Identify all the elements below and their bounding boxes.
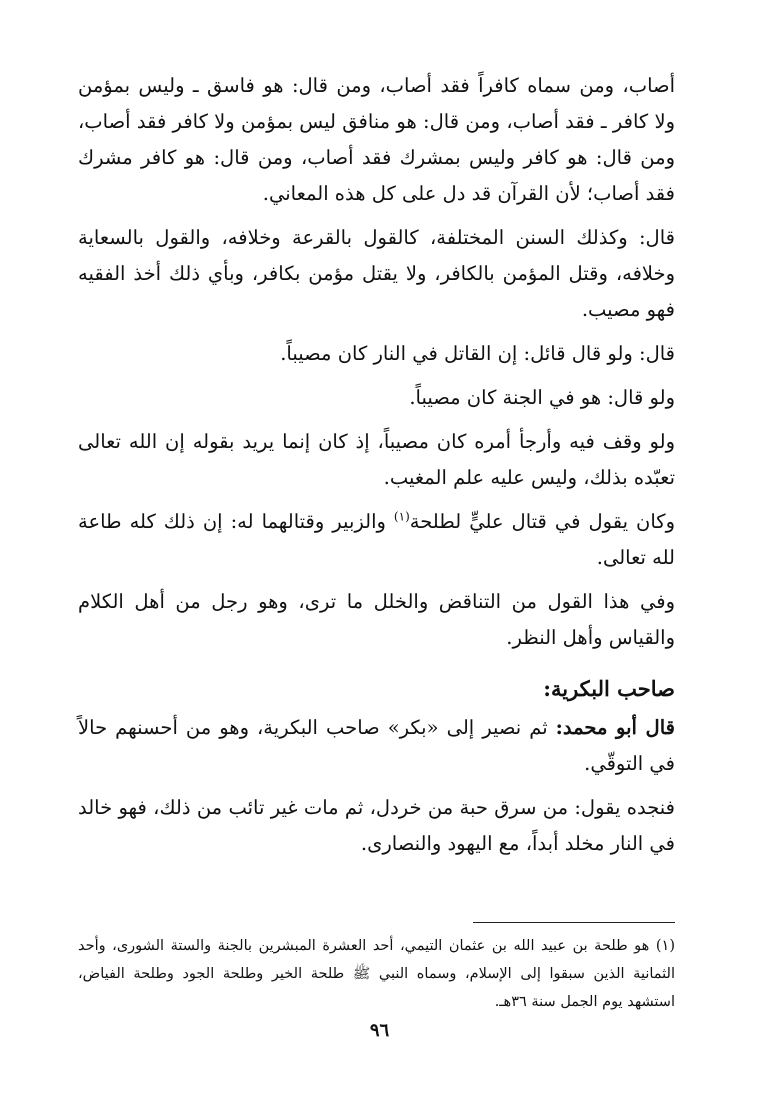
paragraph-bakr-intro bbox=[78, 710, 675, 782]
talha-text-before: وكان يقول في قتال عليٍّ لطلحة bbox=[409, 510, 675, 533]
paragraph-killer-paradise: ولو قال: هو في الجنة كان مصيباً. bbox=[409, 386, 675, 409]
footnote-reference[interactable]: (١) bbox=[393, 509, 410, 524]
page-body bbox=[78, 68, 675, 870]
footnote-text: هو طلحة بن عبيد الله بن عثمان التيمي، أحد العشرة المبشرين بالجنة والستة الشورى، وأحد الثمانية الذين سبقوا إلى الإسلام، وسماه النبي ﷺ طلحة الخير وطلحة الجود وطلحة الفياض، استشهد يوم الجمل سنة ٣٦هـ. bbox=[78, 938, 675, 1010]
footnotes bbox=[78, 932, 675, 1016]
speaker-label: قال أبو محمد: bbox=[555, 716, 675, 739]
footnote-marker: (١) bbox=[655, 938, 675, 954]
paragraph-classification: أصاب، ومن سماه كافراً فقد أصاب، ومن قال: هو فاسق ـ وليس بمؤمن ولا كافر ـ فقد أصاب، ومن قال: هو منافق ليس بمؤمن ولا كافر فقد أصاب، ومن قال: هو كافر وليس بمشرك فقد أصاب، ومن قال: هو كافر مشرك فقد أصاب؛ لأن القرآن قد دل على كل هذه المعاني. bbox=[78, 74, 675, 205]
paragraph-irja: ولو وقف فيه وأرجأ أمره كان مصيباً، إذ كان إنما يريد بقوله إن الله تعالى تعبّده بذلك، وليس عليه علم المغيب. bbox=[78, 430, 675, 489]
paragraph-bakr-view: فنجده يقول: من سرق حبة من خردل، ثم مات غير تائب من ذلك، فهو خالد في النار مخلد أبداً، مع اليهود والنصارى. bbox=[78, 796, 675, 855]
paragraph-killer-fire: قال: ولو قال قائل: إن القاتل في النار كان مصيباً. bbox=[280, 342, 675, 365]
section-heading: صاحب البكرية: bbox=[543, 676, 675, 701]
paragraph-sunan: قال: وكذلك السنن المختلفة، كالقول بالقرعة وخلافه، والقول بالسعاية وخلافه، وقتل المؤمن بالكافر، ولا يقتل مؤمن بكافر، وبأي ذلك أخذ الفقيه فهو مصيب. bbox=[78, 226, 675, 321]
talha-text-after: والزبير وقتالهما له: إن ذلك كله طاعة لله تعالى. bbox=[78, 510, 675, 569]
paragraph-contradiction: وفي هذا القول من التناقض والخلل ما ترى، وهو رجل من أهل الكلام والقياس وأهل النظر. bbox=[78, 590, 675, 649]
footnote-divider bbox=[473, 922, 675, 923]
bakr-intro-text: ثم نصير إلى «بكر» صاحب البكرية، وهو من أحسنهم حالاً في التوقّي. bbox=[78, 716, 675, 775]
paragraph-talha bbox=[78, 504, 675, 576]
page-number: ٩٦ bbox=[369, 1020, 390, 1041]
